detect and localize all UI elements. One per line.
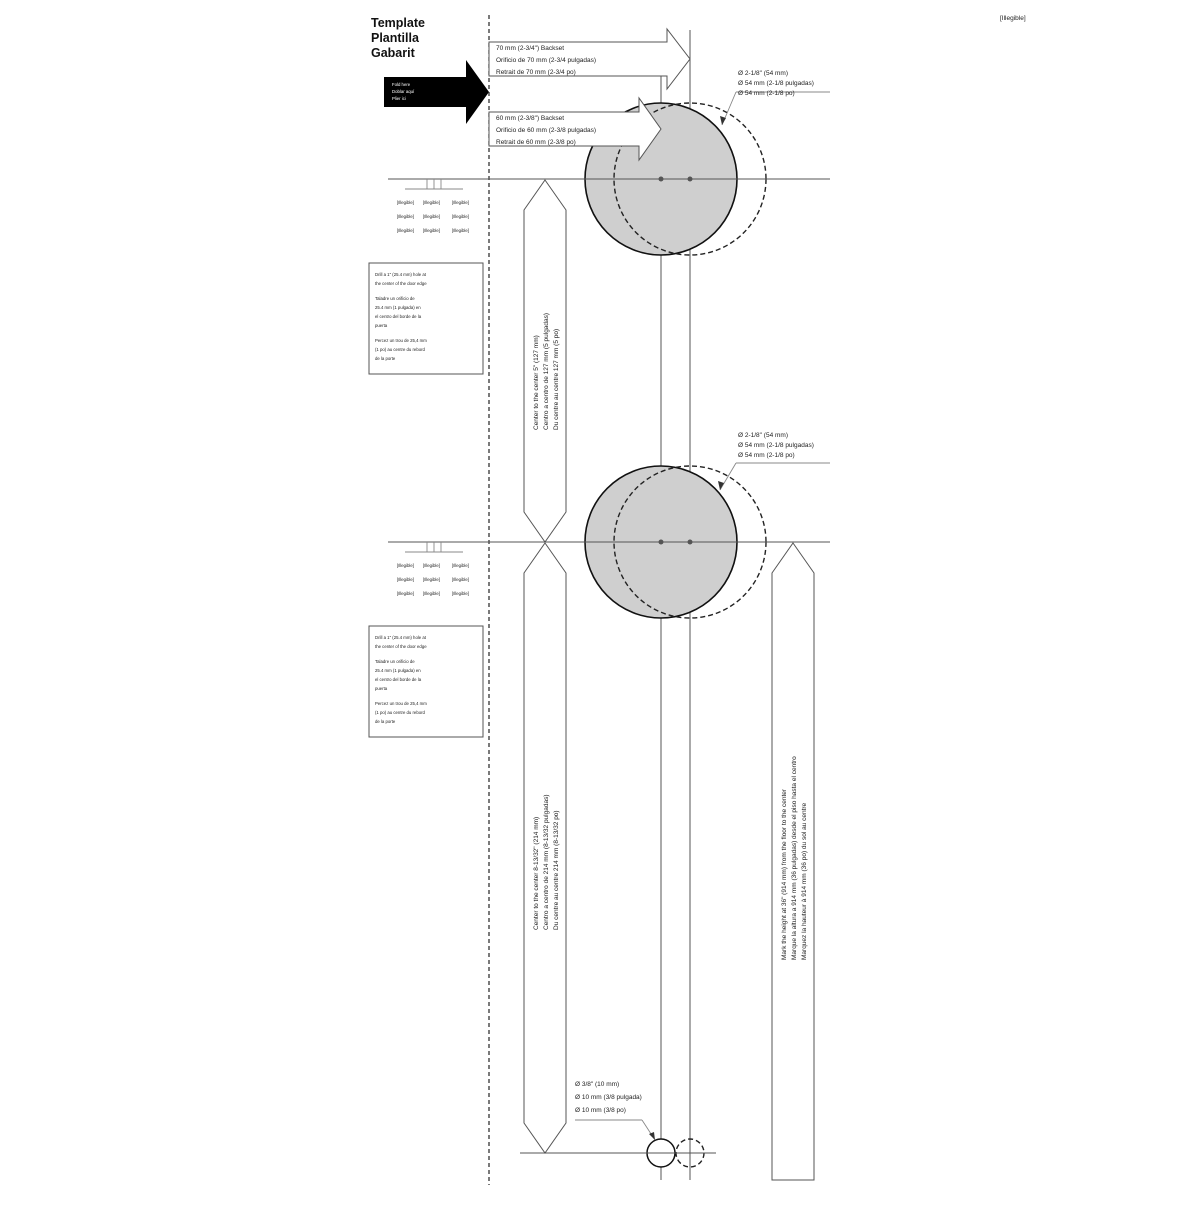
drill-note-2-line-6: puerta — [375, 686, 388, 691]
backset-70-en: 70 mm (2-3/4") Backset — [496, 45, 565, 52]
thickness-mid-col-3-b: [Illegible] — [452, 577, 469, 582]
doc-ref: [Illegible] — [1000, 15, 1026, 22]
door-thickness-top — [397, 179, 469, 233]
thickness-col-1-b: [Illegible] — [397, 214, 414, 219]
title-fr: Gabarit — [371, 46, 415, 60]
drill-note-1-line-2: the center of the door edge — [375, 281, 427, 286]
drill-note-2-line-9: de la porte — [375, 719, 396, 724]
thickness-mid-col-3-a: [Illegible] — [452, 563, 469, 568]
hole-54-mid-callout — [718, 432, 830, 490]
c2c-1-es: Centro a centro de 127 mm (5 pulgadas) — [543, 312, 550, 430]
hole-54-mid-fr: Ø 54 mm (2-1/8 po) — [738, 452, 795, 459]
drill-note-1-line-7: Percez un trou de 25,4 mm — [375, 338, 427, 343]
thickness-mid-col-3-c: [Illegible] — [452, 591, 469, 596]
center-to-center-arrow-2 — [524, 543, 566, 1153]
mark-height-arrow — [772, 543, 814, 1180]
fold-here-arrow — [384, 60, 489, 124]
c2c-2-fr: Du centre au centre 214 mm (8-13/32 po) — [553, 810, 560, 930]
thickness-col-3-a: [Illegible] — [452, 200, 469, 205]
drill-note-2-line-3: Taladre un orificio de — [375, 659, 415, 664]
mark-height-en: Mark the height at 36" (914 mm) from the floor to the center — [781, 788, 788, 960]
title-es: Plantilla — [371, 31, 419, 45]
thickness-col-2-c: [Illegible] — [423, 228, 440, 233]
thickness-col-2-b: [Illegible] — [423, 214, 440, 219]
title-en: Template — [371, 16, 425, 30]
c2c-2-es: Centro a centro de 214 mm (8-13/32 pulgadas) — [543, 794, 550, 930]
hole-54-top-en: Ø 2-1/8" (54 mm) — [738, 70, 788, 77]
thickness-col-1-c: [Illegible] — [397, 228, 414, 233]
thickness-mid-col-1-b: [Illegible] — [397, 577, 414, 582]
hole-54-top-fr: Ø 54 mm (2-1/8 po) — [738, 90, 795, 97]
thickness-col-3-b: [Illegible] — [452, 214, 469, 219]
fold-label-es: Doblar aquí — [392, 89, 415, 94]
hole-54-top-callout — [720, 70, 830, 125]
drill-note-2-line-4: 25.4 mm (1 pulgada) en — [375, 668, 421, 673]
backset-60-fr: Retrait de 60 mm (2-3/8 po) — [496, 139, 576, 146]
thickness-col-1-a: [Illegible] — [397, 200, 414, 205]
c2c-1-fr: Du centre au centre 127 mm (5 po) — [553, 328, 560, 430]
backset-70-arrow — [489, 29, 690, 89]
drill-note-1-line-6: puerta — [375, 323, 388, 328]
thickness-mid-col-1-a: [Illegible] — [397, 563, 414, 568]
drill-note-box-1 — [369, 263, 483, 374]
backset-60-es: Orificio de 60 mm (2-3/8 pulgadas) — [496, 127, 597, 134]
mark-height-es: Marque la altura a 914 mm (36 pulgadas) desde el piso hasta el centro — [791, 756, 798, 960]
drill-note-1-line-1: Drill a 1" (25.4 mm) hole at — [375, 272, 426, 277]
door-thickness-mid — [397, 542, 469, 596]
title-block — [371, 16, 425, 60]
drill-note-1-line-4: 25.4 mm (1 pulgada) en — [375, 305, 421, 310]
drill-note-2-line-2: the center of the door edge — [375, 644, 427, 649]
hole-10-en: Ø 3/8" (10 mm) — [575, 1081, 620, 1088]
thickness-mid-col-2-b: [Illegible] — [423, 577, 440, 582]
hole-54-mid-es: Ø 54 mm (2-1/8 pulgadas) — [738, 442, 814, 449]
drill-note-box-2 — [369, 626, 483, 737]
center-mark-60 — [659, 177, 664, 182]
hole-54-mid-leader — [720, 463, 736, 490]
thickness-mid-col-2-a: [Illegible] — [423, 563, 440, 568]
hole-54-mid-en: Ø 2-1/8" (54 mm) — [738, 432, 788, 439]
drill-note-1-line-3: Taladre un orificio de — [375, 296, 415, 301]
hole-10-es: Ø 10 mm (3/8 pulgada) — [575, 1094, 642, 1101]
mark-height-fr: Marquez la hauteur à 914 mm (36 po) du sol au centre — [801, 802, 808, 960]
hole-54-top-es: Ø 54 mm (2-1/8 pulgadas) — [738, 80, 814, 87]
drill-note-2-line-1: Drill a 1" (25.4 mm) hole at — [375, 635, 426, 640]
c2c-1-en: Center to the center 5" (127 mm) — [533, 335, 540, 430]
backset-70-es: Orificio de 70 mm (2-3/4 pulgadas) — [496, 57, 597, 64]
fold-label-fr: Plier ici — [392, 96, 406, 101]
backset-60-en: 60 mm (2-3/8") Backset — [496, 115, 565, 122]
c2c-2-en: Center to the center 8-13/32" (214 mm) — [533, 816, 540, 930]
drill-note-2-line-8: (1 po) au centre du rebord — [375, 710, 425, 715]
drill-note-2-line-7: Percez un trou de 25,4 mm — [375, 701, 427, 706]
thickness-mid-col-2-c: [Illegible] — [423, 591, 440, 596]
thickness-col-3-c: [Illegible] — [452, 228, 469, 233]
center-to-center-arrow-1 — [524, 180, 566, 542]
hole-10-fr: Ø 10 mm (3/8 po) — [575, 1107, 626, 1114]
drill-note-1-line-5: el centro del borde de la — [375, 314, 422, 319]
thickness-col-2-a: [Illegible] — [423, 200, 440, 205]
center-mark-70 — [688, 177, 693, 182]
drill-note-2-line-5: el centro del borde de la — [375, 677, 422, 682]
thickness-mid-col-1-c: [Illegible] — [397, 591, 414, 596]
hole-10-arrowhead — [649, 1132, 655, 1140]
drill-note-1-line-9: de la porte — [375, 356, 396, 361]
fold-label-en: Fold here — [392, 82, 411, 87]
backset-70-fr: Retrait de 70 mm (2-3/4 po) — [496, 69, 576, 76]
drill-note-1-line-8: (1 po) au centre du rebord — [375, 347, 425, 352]
